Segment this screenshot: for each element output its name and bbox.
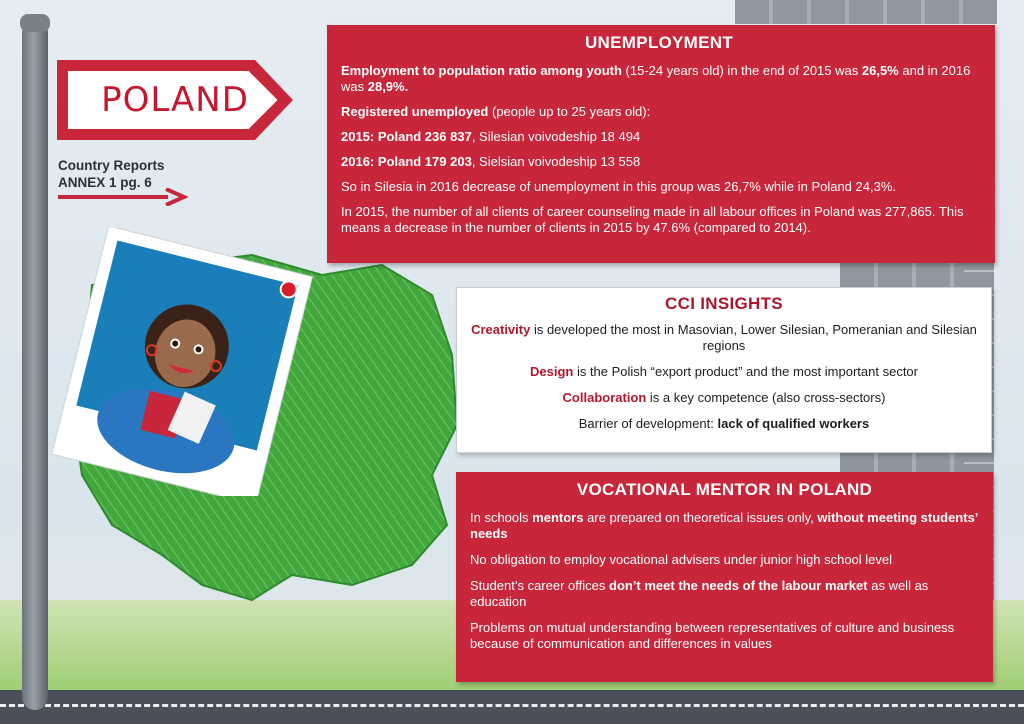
vocational-mentor-panel [456, 472, 993, 682]
silesia-decrease-note: So in Silesia in 2016 decrease of unemployment in this group was 26,7% while in Poland 24,3%. [341, 179, 897, 194]
road [0, 690, 1024, 724]
building-top-right [735, 0, 997, 24]
cci-barrier-text: Barrier of development: [578, 416, 718, 431]
youth-employment-ratio-text2: and in 2016 was [341, 63, 971, 94]
arrow-right-icon [58, 188, 188, 206]
unemployed-2015-silesian: , Silesian voivodeship 18 494 [471, 129, 641, 144]
vocational-mentor-title: VOCATIONAL MENTOR IN POLAND [576, 480, 873, 499]
cci-creativity-key: Creativity [471, 322, 531, 337]
building-strip-middle [840, 262, 980, 288]
vocational-point-3-text2: as well as education [470, 578, 929, 609]
vocational-point-1-mentors: mentors [532, 510, 584, 525]
cci-creativity [469, 322, 979, 354]
youth-employment-ratio [341, 63, 977, 95]
unemployed-2015-poland: 2015: Poland 236 837 [341, 129, 472, 144]
vocational-point-3-bold: don’t meet the needs of the labour market [609, 578, 868, 593]
career-counseling-note: In 2015, the number of all clients of career counseling made in all labour offices in Poland was 277,865. This means a decrease in the number of clients in 2015 by 47.6% (compared to 2014). [341, 204, 964, 235]
vocational-point-3-text: Student’s career offices [470, 578, 609, 593]
registered-unemployed-text: (people up to 25 years old): [488, 104, 651, 119]
vocational-point-1-text2: are prepared on theoretical issues only, [583, 510, 818, 525]
registered-unemployed [341, 104, 977, 120]
cci-design-text: is the Polish “export product” and the most important sector [573, 364, 918, 379]
ratio-2015-value: 26,5% [861, 63, 899, 78]
country-reports-reference[interactable] [58, 157, 228, 191]
vocational-point-4: Problems on mutual understanding between representatives of culture and business because of communication and differences in values [470, 620, 955, 651]
cci-barrier [469, 416, 979, 432]
cci-insights-panel [456, 287, 992, 453]
vocational-point-1-needs: without meeting students’ needs [470, 510, 978, 541]
building-strip-lower [840, 452, 980, 474]
cci-collaboration-key: Collaboration [562, 390, 647, 405]
youth-employment-ratio-text: (15-24 years old) in the end of 2015 was [621, 63, 862, 78]
cci-design [469, 364, 979, 380]
cci-design-key: Design [529, 364, 574, 379]
unemployed-2016-poland: 2016: Poland 179 203 [341, 154, 472, 169]
sign-pole-cap [20, 14, 50, 32]
road-marking [0, 704, 1024, 707]
unemployed-2015 [341, 129, 977, 145]
vocational-point-2: No obligation to employ vocational advisers under junior high school level [470, 552, 893, 567]
unemployment-panel [327, 25, 995, 263]
cci-creativity-text: is developed the most in Masovian, Lower Silesian, Pomeranian and Silesian regions [530, 322, 977, 353]
polaroid-photo [48, 228, 318, 496]
vocational-point-1-text: In schools [470, 510, 533, 525]
youth-employment-ratio-heading: Employment to population ratio among youth [341, 63, 622, 78]
sign-label: POLAND [101, 80, 249, 120]
vocational-point-1 [470, 510, 979, 542]
unemployed-2016-silesian: , Sielsian voivodeship 13 558 [471, 154, 641, 169]
cci-barrier-value: lack of qualified workers [717, 416, 870, 431]
registered-unemployed-heading: Registered unemployed [341, 104, 489, 119]
country-reports-line1: Country Reports [58, 158, 165, 173]
vocational-point-3 [470, 578, 979, 610]
unemployment-title: UNEMPLOYMENT [584, 33, 734, 52]
sign-pole [22, 20, 48, 710]
unemployed-2016 [341, 154, 977, 170]
ratio-2016-value: 28,9%. [367, 79, 409, 94]
cci-collaboration-text: is a key competence (also cross-sectors) [646, 390, 886, 405]
cci-insights-title: CCI INSIGHTS [665, 294, 783, 313]
cci-collaboration [469, 390, 979, 406]
country-reports-line2: ANNEX 1 pg. 6 [58, 175, 152, 190]
